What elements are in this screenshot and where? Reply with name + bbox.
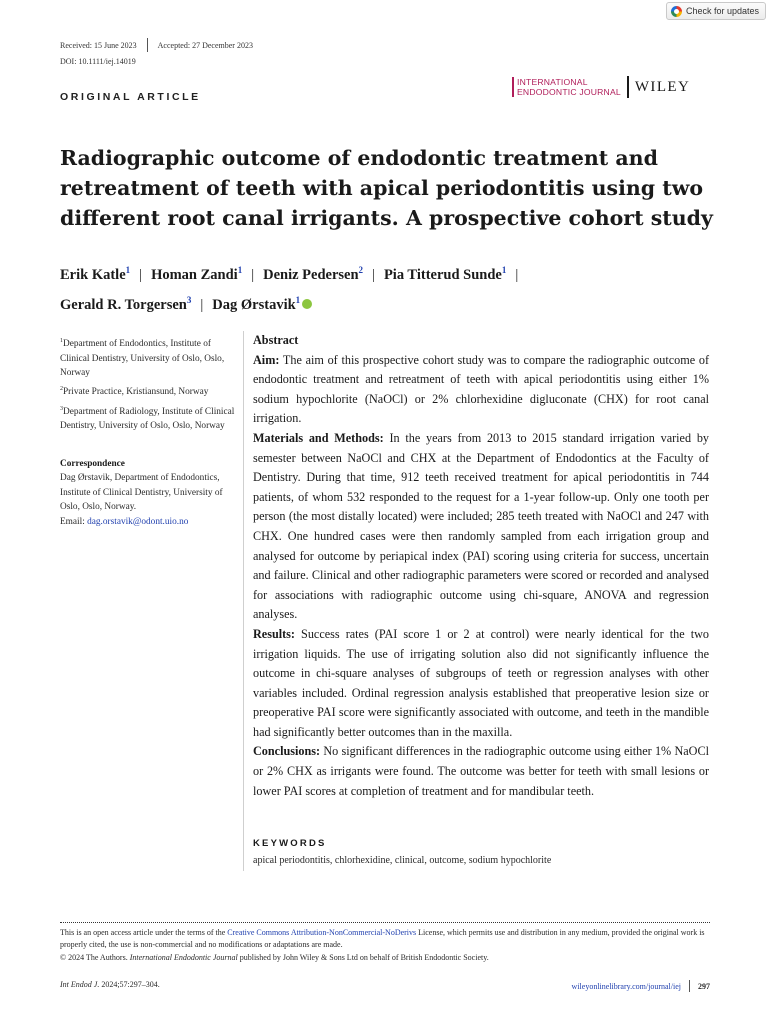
license-link[interactable]: Creative Commons Attribution-NonCommercial-NoDerivs bbox=[227, 928, 417, 937]
affiliation: $^2$Private Practice, Kristiansund, Norway bbox=[60, 386, 209, 398]
abstract-results: Results: Success rates (PAI score 1 or 2 at control) were nearly identical for the two irrigation liquids. The use of irrigating solution also did not significantly influence the outcome in chi-square analyses of subgroups of teeth or regression analyses with other variables included. Ordinal regression analysis established that preoperative lesion size or preoperative PAI score were significantly associated with outcome, and teeth in the mandible had significantly better outcomes than in the maxilla. bbox=[253, 626, 709, 739]
journal-website-link[interactable]: wileyonlinelibrary.com/journal/iej bbox=[571, 981, 681, 991]
journal-logo bbox=[512, 76, 690, 98]
abstract-methods: Materials and Methods: In the years from 2013 to 2015 standard irrigation varied by semester between NaOCl and CHX at the Department of Endodontics at the Faculty of Dentistry. During that time, 912 teeth received treatment for apical periodontitis in 744 patients, of whom 532 responded to the request for a 1-year follow-up. Only one tooth per person (the most distally located) were included; 285 teeth treated with NaOCl and 247 with CHX. One hundred cases were then randomly sampled from each irrigation group and analysed for outcome by periapical index (PAI) scoring using criteria for success, uncertain and failure. Clinical and other radiographic parameters were scored or recorded and analysed for associations with radiographic outcome using chi-square, ANOVA and regression analyses. bbox=[253, 430, 710, 622]
publisher-logo: WILEY bbox=[634, 78, 691, 95]
license-notice: This is an open access article under the terms of the Creative Commons Attribution-NonCommercial-NoDerivs License, which permits use and distribution in any medium, provided the original work is properly cited, the use is non-commercial and no modifications or adaptations are made. © 2024 The Authors. International Endodontic Journal published by John Wiley & Sons Ltd on behalf of British Endodontic Society. bbox=[60, 928, 705, 962]
keywords-list: apical periodontitis, chlorhexidine, clinical, outcome, sodium hypochlorite bbox=[253, 855, 552, 866]
author[interactable]: Gerald R. Torgersen$^3$ bbox=[60, 294, 192, 313]
abstract bbox=[253, 331, 709, 801]
correspondence-email: Email: dag.orstavik@odont.uio.no bbox=[60, 516, 189, 527]
column-divider bbox=[243, 331, 244, 871]
journal-name-line2: ENDODONTIC JOURNAL bbox=[517, 87, 621, 97]
keywords-heading: KEYWORDS bbox=[253, 838, 327, 849]
affiliations bbox=[60, 334, 240, 436]
journal-name-line1: INTERNATIONAL bbox=[517, 77, 588, 87]
article-title: Radiographic outcome of endodontic treatment and retreatment of teeth with apical periodontitis using two different root canal irrigants. A prospective cohort study bbox=[60, 146, 713, 230]
correspondence-body: Dag Ørstavik, Department of Endodontics, Institute of Clinical Dentistry, University of Oslo, Oslo, Norway. bbox=[60, 473, 223, 513]
footer-separator bbox=[689, 980, 690, 992]
journal-name bbox=[517, 77, 621, 97]
abstract-heading: Abstract bbox=[253, 333, 299, 347]
affiliation: $^3$Department of Radiology, Institute of Clinical Dentistry, University of Oslo, Oslo, Norway bbox=[60, 405, 235, 432]
author[interactable]: Erik Katle$^1$ bbox=[60, 265, 131, 283]
page-footer bbox=[572, 980, 710, 992]
crossmark-icon bbox=[671, 6, 682, 17]
author[interactable]: Pia Titterud Sunde$^1$ bbox=[383, 265, 507, 283]
author-list: Erik Katle$^1$ | Homan Zandi$^1$ | Deniz Pedersen$^2$ | Pia Titterud Sunde$^1$ | Gerald R. Torgersen$^3$ | Dag Ørstavik$^1$ bbox=[60, 265, 519, 313]
email-link[interactable]: dag.orstavik@odont.uio.no bbox=[87, 516, 189, 527]
author[interactable]: Homan Zandi$^1$ bbox=[151, 265, 243, 283]
doi: DOI: 10.1111/iej.14019 bbox=[60, 57, 136, 66]
check-for-updates-button[interactable] bbox=[666, 2, 766, 20]
article-type: ORIGINAL ARTICLE bbox=[60, 91, 201, 103]
article-dates bbox=[60, 38, 253, 52]
abstract-aim: Aim: The aim of this prospective cohort study was to compare the radiographic outcome of endodontic treatment and retreatment of teeth with apical periodontitis using either 1% sodium hypochlorite (NaOCl) or 2% chlorhexidine digluconate (CHX) for root canal irrigation. bbox=[253, 352, 709, 426]
license-divider bbox=[60, 922, 710, 923]
citation-footer: Int Endod J. 2024;57:297–304. bbox=[60, 980, 160, 989]
orcid-icon[interactable] bbox=[302, 299, 312, 309]
logo-divider bbox=[627, 76, 629, 98]
author[interactable]: Dag Ørstavik$^1$ bbox=[212, 294, 301, 313]
logo-accent-bar bbox=[512, 77, 514, 97]
date-separator bbox=[147, 38, 148, 52]
affiliation: $^1$Department of Endodontics, Institute of Clinical Dentistry, University of Oslo, Oslo, Norway bbox=[60, 338, 225, 378]
check-for-updates-label: Check for updates bbox=[685, 6, 759, 16]
author[interactable]: Deniz Pedersen$^2$ bbox=[263, 265, 364, 283]
page-number: 297 bbox=[698, 981, 710, 991]
correspondence bbox=[60, 457, 240, 529]
received-date: Received: 15 June 2023 bbox=[60, 40, 137, 50]
correspondence-heading: Correspondence bbox=[60, 459, 125, 469]
abstract-conclusions: Conclusions: No significant differences in the radiographic outcome using either 1% NaOCl or 2% CHX as irrigants were found. The outcome was better for teeth with small lesions or lower PAI scores at completion of treatment and for mandibular teeth. bbox=[253, 744, 709, 798]
accepted-date: Accepted: 27 December 2023 bbox=[157, 40, 253, 50]
